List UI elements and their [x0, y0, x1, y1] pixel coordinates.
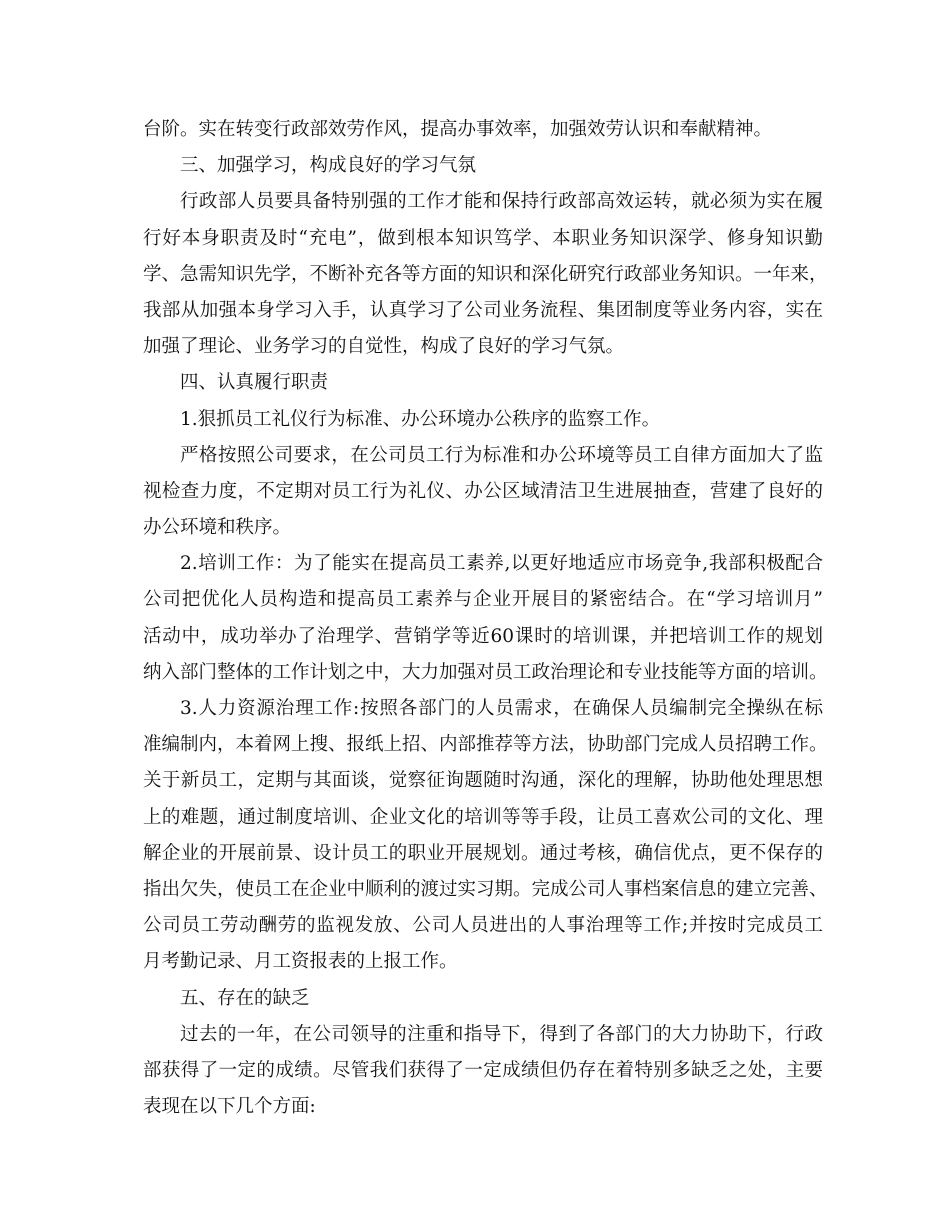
text-line: 视检查力度，不定期对员工行为礼仪、办公区域清洁卫生进展抽查，营建了良好的 — [143, 480, 823, 502]
text-line: 准编制内，本着网上搜、报纸上招、内部推荐等方法，协助部门完成人员招聘工作。 — [143, 734, 828, 756]
document-page — [143, 112, 828, 1125]
text-line: 解企业的开展前景、设计员工的职业开展规划。通过考核，确信优点，更不保存的 — [143, 842, 823, 864]
text-line: 月考勤记录、月工资报表的上报工作。 — [143, 951, 458, 973]
text-line: 学、急需知识先学，不断补充各等方面的知识和深化研究行政部业务知识。一年来， — [143, 263, 828, 285]
text-line: 公司员工劳动酬劳的监视发放、公司人员进出的人事治理等工作;并按时完成员工 — [143, 915, 823, 937]
text-line: 纳入部门整体的工作计划之中，大力加强对员工政治理论和专业技能等方面的培训。 — [143, 661, 828, 683]
text-line: 公司把优化人员构造和提高员工素养与企业开展目的紧密结合。在“学习培训月” — [143, 589, 823, 611]
text-line: 活动中，成功举办了治理学、营销学等近60课时的培训课，并把培训工作的规划 — [143, 625, 823, 647]
text-line: 四、认真履行职责 — [180, 372, 329, 394]
text-line: 加强了理论、业务学习的自觉性，构成了良好的学习气氛。 — [143, 336, 625, 358]
text-line: 过去的一年，在公司领导的注重和指导下，得到了各部门的大力协助下，行政 — [180, 1023, 823, 1045]
text-line: 台阶。实在转变行政部效劳作风，提高办事效率，加强效劳认识和奉献精神。 — [143, 119, 773, 140]
text-line: 三、加强学习，构成良好的学习气氛 — [180, 155, 477, 177]
text-line: 指出欠失，使员工在企业中顺利的渡过实习期。完成公司人事档案信息的建立完善、 — [143, 878, 828, 900]
text-line: 3.人力资源治理工作:按照各部门的人员需求，在确保人员编制完全操纵在标 — [180, 698, 823, 719]
text-line: 行好本身职责及时“充电”，做到根本知识笃学、本职业务知识深学、修身知识勤 — [143, 227, 823, 249]
text-line: 上的难题，通过制度培训、企业文化的培训等等手段，让员工喜欢公司的文化、理 — [143, 806, 823, 828]
text-line: 办公环境和秩序。 — [143, 517, 292, 539]
text-line: 表现在以下几个方面: — [143, 1096, 316, 1118]
text-line: 行政部人员要具备特别强的工作才能和保持行政部高效运转，就必须为实在履 — [180, 191, 823, 213]
text-line: 严格按照公司要求，在公司员工行为标准和办公环境等员工自律方面加大了监 — [180, 444, 823, 466]
text-line: 1.狠抓员工礼仪行为标准、办公环境办公秩序的监察工作。 — [180, 408, 661, 430]
text-line: 关于新员工，定期与其面谈，觉察征询题随时沟通，深化的理解，协助他处理思想 — [143, 770, 823, 792]
text-line: 部获得了一定的成绩。尽管我们获得了一定成绩但仍存在着特别多缺乏之处，主要 — [143, 1059, 823, 1081]
text-line: 我部从加强本身学习入手，认真学习了公司业务流程、集团制度等业务内容，实在 — [143, 299, 823, 321]
text-line: 五、存在的缺乏 — [180, 987, 310, 1009]
text-line: 2.培训工作：为了能实在提高员工素养,以更好地适应市场竞争,我部积极配合 — [180, 553, 823, 575]
